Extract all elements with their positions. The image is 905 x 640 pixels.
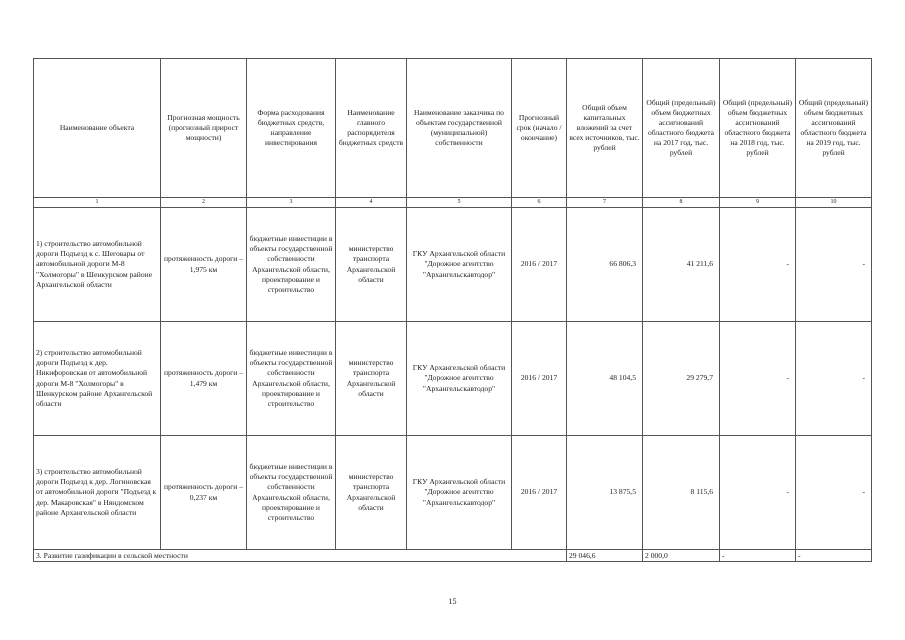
capacity-cell: протяженность дороги – 1,975 км <box>161 208 247 322</box>
summary-2019: - <box>796 550 872 562</box>
column-number: 2 <box>161 198 247 208</box>
header-cell: Форма расходования бюджетных средств, направление инвестирования <box>247 59 336 198</box>
distributor-cell: министерство транспорта Архангельской области <box>336 208 407 322</box>
table-row <box>34 208 872 322</box>
header-cell: Общий (предельный) объем бюджетных ассигнований областного бюджета на 2019 год, тыс. рублей <box>796 59 872 198</box>
budget-2018-cell: - <box>720 436 796 550</box>
customer-cell: ГКУ Архангельской области "Дорожное агентство "Архангельскавтодор" <box>407 436 512 550</box>
total-cell: 13 875,5 <box>567 436 643 550</box>
form-cell: бюджетные инвестиции в объекты государственной собственности Архангельской области, проектирование и строительство <box>247 322 336 436</box>
header-cell: Общий (предельный) объем бюджетных ассигнований областного бюджета на 2018 год, тыс. рублей <box>720 59 796 198</box>
summary-row <box>34 550 872 562</box>
capacity-cell: протяженность дороги – 0,237 км <box>161 436 247 550</box>
term-cell: 2016 / 2017 <box>512 322 567 436</box>
total-cell: 48 104,5 <box>567 322 643 436</box>
page-number: 15 <box>448 597 457 606</box>
budget-2018-cell: - <box>720 322 796 436</box>
summary-2018: - <box>720 550 796 562</box>
column-number: 6 <box>512 198 567 208</box>
column-number: 4 <box>336 198 407 208</box>
header-cell: Наименование главного распорядителя бюджетных средств <box>336 59 407 198</box>
term-cell: 2016 / 2017 <box>512 436 567 550</box>
column-number-row <box>34 198 872 208</box>
budget-2018-cell: - <box>720 208 796 322</box>
summary-label: 3. Развитие газификации в сельской местности <box>34 550 567 562</box>
total-cell: 66 806,3 <box>567 208 643 322</box>
table-row <box>34 436 872 550</box>
term-cell: 2016 / 2017 <box>512 208 567 322</box>
column-number: 8 <box>643 198 720 208</box>
object-name-cell: 2) строительство автомобильной дороги Подъезд к дер. Никифоровская от автомобильной дороги М-8 "Холмогоры" в Шенкурском районе Архангельской области <box>34 322 161 436</box>
budget-2017-cell: 41 211,6 <box>643 208 720 322</box>
header-cell: Прогнозная мощность (прогнозный прирост мощности) <box>161 59 247 198</box>
column-number: 5 <box>407 198 512 208</box>
object-name-cell: 1) строительство автомобильной дороги Подъезд к с. Шеговары от автомобильной дороги М-8 "Холмогоры" в Шенкурском районе Архангельской области <box>34 208 161 322</box>
budget-2019-cell: - <box>796 322 872 436</box>
distributor-cell: министерство транспорта Архангельской области <box>336 436 407 550</box>
header-cell: Прогнозный срок (начало / окончание) <box>512 59 567 198</box>
budget-2019-cell: - <box>796 436 872 550</box>
budget-2019-cell: - <box>796 208 872 322</box>
column-number: 7 <box>567 198 643 208</box>
budget-2017-cell: 8 115,6 <box>643 436 720 550</box>
header-cell: Общий объем капитальных вложений за счет всех источников, тыс. рублей <box>567 59 643 198</box>
header-cell: Наименование заказчика по объектам государственной (муниципальной) собственности <box>407 59 512 198</box>
object-name-cell: 3) строительство автомобильной дороги Подъезд к дер. Логиновская от автомобильной дороги "Подъезд к дер. Макаровская" в Няндомском районе Архангельской области <box>34 436 161 550</box>
investment-table <box>33 58 872 562</box>
budget-2017-cell: 29 279,7 <box>643 322 720 436</box>
header-cell: Общий (предельный) объем бюджетных ассигнований областного бюджета на 2017 год, тыс. рублей <box>643 59 720 198</box>
distributor-cell: министерство транспорта Архангельской области <box>336 322 407 436</box>
column-number: 10 <box>796 198 872 208</box>
capacity-cell: протяженность дороги – 1,479 км <box>161 322 247 436</box>
form-cell: бюджетные инвестиции в объекты государственной собственности Архангельской области, проектирование и строительство <box>247 436 336 550</box>
header-row <box>34 59 872 198</box>
customer-cell: ГКУ Архангельской области "Дорожное агентство "Архангельскавтодор" <box>407 322 512 436</box>
header-cell: Наименование объекта <box>34 59 161 198</box>
form-cell: бюджетные инвестиции в объекты государственной собственности Архангельской области, проектирование и строительство <box>247 208 336 322</box>
column-number: 1 <box>34 198 161 208</box>
customer-cell: ГКУ Архангельской области "Дорожное агентство "Архангельскавтодор" <box>407 208 512 322</box>
summary-total: 29 046,6 <box>567 550 643 562</box>
column-number: 3 <box>247 198 336 208</box>
summary-2017: 2 000,0 <box>643 550 720 562</box>
column-number: 9 <box>720 198 796 208</box>
table-row <box>34 322 872 436</box>
